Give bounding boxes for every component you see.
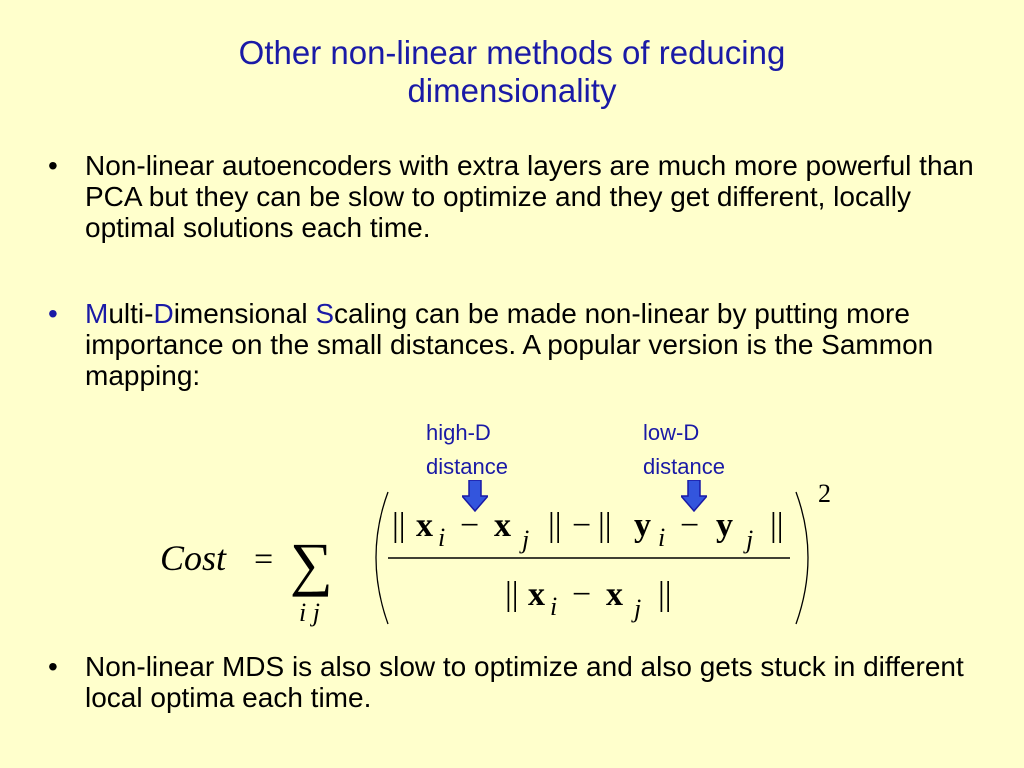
arrow-down-icon xyxy=(462,480,488,512)
subscript-i: i xyxy=(550,592,558,621)
subscript-i: i xyxy=(658,523,666,552)
norm-bars: || xyxy=(392,507,406,544)
bullet-nonlinear-mds xyxy=(48,651,978,713)
slide-title-line-1: Other non-linear methods of reducing xyxy=(238,34,786,71)
norm-bars: || xyxy=(658,576,672,613)
norm-bars: || xyxy=(598,507,612,544)
bullet-autoencoders xyxy=(48,150,978,243)
label-high-d-line-1: high-D xyxy=(426,420,491,445)
formula-numerator xyxy=(392,507,784,554)
formula-exponent: 2 xyxy=(818,479,831,508)
highlight-d: D xyxy=(153,298,174,329)
bullet-dot: • xyxy=(48,651,58,682)
bullet-text xyxy=(85,298,978,391)
arrow-down-icon xyxy=(681,480,707,512)
bullet-text: Non-linear autoencoders with extra layers are much more powerful than PCA but they can be slow to optimize and they get different, locally optimal solutions each time. xyxy=(85,150,974,243)
formula-right-paren xyxy=(796,492,808,624)
subscript-j: j xyxy=(634,594,642,623)
highlight-m: M xyxy=(85,298,109,329)
formula-cost: Cost xyxy=(160,538,227,578)
formula-sum-subscript: i j xyxy=(299,598,320,627)
highlight-s: S xyxy=(315,298,335,329)
bullet-mds xyxy=(48,298,978,391)
subscript-i: i xyxy=(438,523,446,552)
vector-y: y xyxy=(634,507,651,544)
formula-equals: = xyxy=(254,541,274,578)
label-high-d-distance xyxy=(426,416,508,484)
subscript-j: j xyxy=(522,525,530,554)
slide-title xyxy=(0,34,1024,110)
formula-sum-symbol: ∑ xyxy=(290,531,333,597)
bullet-text: Non-linear MDS is also slow to optimize and also gets stuck in different local optima each time. xyxy=(85,651,964,713)
text-rest: caling can be made non-linear by putting more importance on the small distances. A popular version is the Sammon mapping: xyxy=(85,298,934,391)
norm-bars: || xyxy=(770,507,784,544)
vector-x: x xyxy=(528,576,545,613)
text-imensional: imensional xyxy=(173,298,316,329)
vector-y: y xyxy=(716,507,733,544)
slide-title-line-2: dimensionality xyxy=(407,72,617,109)
minus-sign: − xyxy=(572,507,592,544)
label-low-d-line-1: low-D xyxy=(643,420,700,445)
subscript-j: j xyxy=(746,525,754,554)
text-ulti: ulti- xyxy=(108,298,154,329)
minus-sign: − xyxy=(680,507,700,544)
label-low-d-line-2: distance xyxy=(643,454,725,479)
label-low-d-distance xyxy=(643,416,725,484)
label-high-d-line-2: distance xyxy=(426,454,508,479)
formula-left-paren xyxy=(376,492,388,624)
bullet-dot: • xyxy=(48,150,58,181)
vector-x: x xyxy=(494,507,511,544)
vector-x: x xyxy=(416,507,433,544)
minus-sign: − xyxy=(572,576,592,613)
formula-denominator xyxy=(505,576,672,623)
bullet-dot: • xyxy=(48,298,58,329)
norm-bars: || xyxy=(505,576,519,613)
vector-x: x xyxy=(606,576,623,613)
norm-bars: || xyxy=(548,507,562,544)
minus-sign: − xyxy=(460,507,480,544)
